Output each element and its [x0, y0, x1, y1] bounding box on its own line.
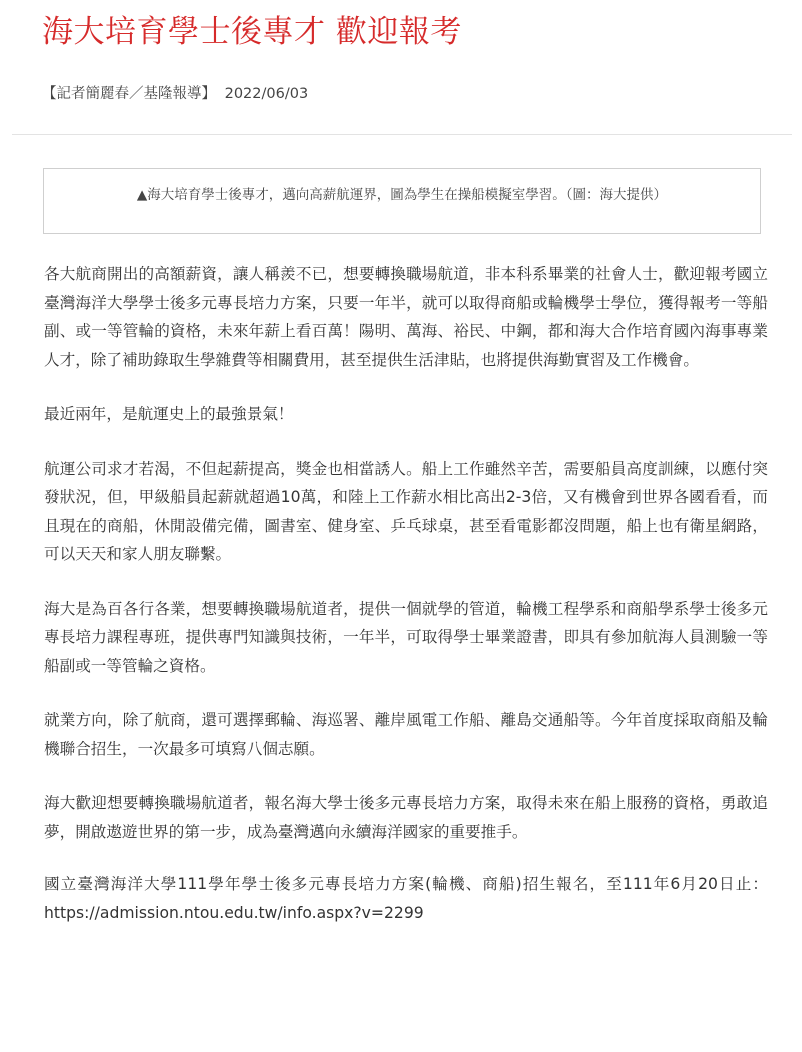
article-paragraph: 就業方向，除了航商，還可選擇郵輪、海巡署、離岸風電工作船、離島交通船等。今年首度採取商船及輪機聯合招生，一次最多可填寫八個志願。 [44, 711, 768, 758]
article-paragraph: 海大是為百各行各業，想要轉換職場航道者，提供一個就學的管道，輪機工程學系和商船學系學士後多元專長培力課程專班，提供專門知識與技術，一年半，可取得學士畢業證書，即具有參加航海人員測驗一等船副或一等管輪之資格。 [44, 599, 768, 675]
publish-date: 2022/06/03 [224, 86, 309, 102]
byline [42, 82, 308, 103]
article-paragraph: 各大航商開出的高額薪資，讓人稱羨不已，想要轉換職場航道，非本科系畢業的社會人士，歡迎報考國立臺灣海洋大學學士後多元專長培力方案，只要一年半，就可以取得商船或輪機學士學位，獲得報考一等船副、或一等管輪的資格，未來年薪上看百萬！陽明、萬海、裕民、中鋼，都和海大合作培育國內海事專業人才，除了補助錄取生學雜費等相關費用，甚至提供生活津貼，也將提供海勤實習及工作機會。 [44, 265, 768, 369]
header-divider [12, 134, 792, 135]
image-caption: ▲海大培育學士後專才，邁向高薪航運界，圖為學生在操船模擬室學習。（圖：海大提供） [136, 187, 668, 203]
article-body [44, 260, 768, 953]
image-caption-box [43, 168, 761, 234]
article-paragraph: 海大歡迎想要轉換職場航道者，報名海大學士後多元專長培力方案，取得未來在船上服務的資格，勇敢追夢，開啟遨遊世界的第一步，成為臺灣邁向永續海洋國家的重要推手。 [44, 794, 768, 841]
article-paragraph: 最近兩年，是航運史上的最強景氣！ [44, 405, 294, 423]
reporter-credit: 【記者簡麗春／基隆報導】 [42, 86, 216, 102]
registration-info: 國立臺灣海洋大學111學年學士後多元專長培力方案(輪機、商船)招生報名，至111年6月20日止：https://admission.ntou.edu.tw/info.aspx?v=2299 [44, 875, 768, 922]
article-title: 海大培育學士後專才 歡迎報考 [42, 14, 462, 50]
article-paragraph: 航運公司求才若渴，不但起薪提高，獎金也相當誘人。船上工作雖然辛苦，需要船員高度訓練，以應付突發狀況，但，甲級船員起薪就超過10萬，和陸上工作薪水相比高出2-3倍，又有機會到世界各國看看，而且現在的商船，休閒設備完備，圖書室、健身室、乒乓球桌，甚至看電影都沒問題，船上也有衛星網路，可以天天和家人朋友聯繫。 [44, 459, 768, 563]
